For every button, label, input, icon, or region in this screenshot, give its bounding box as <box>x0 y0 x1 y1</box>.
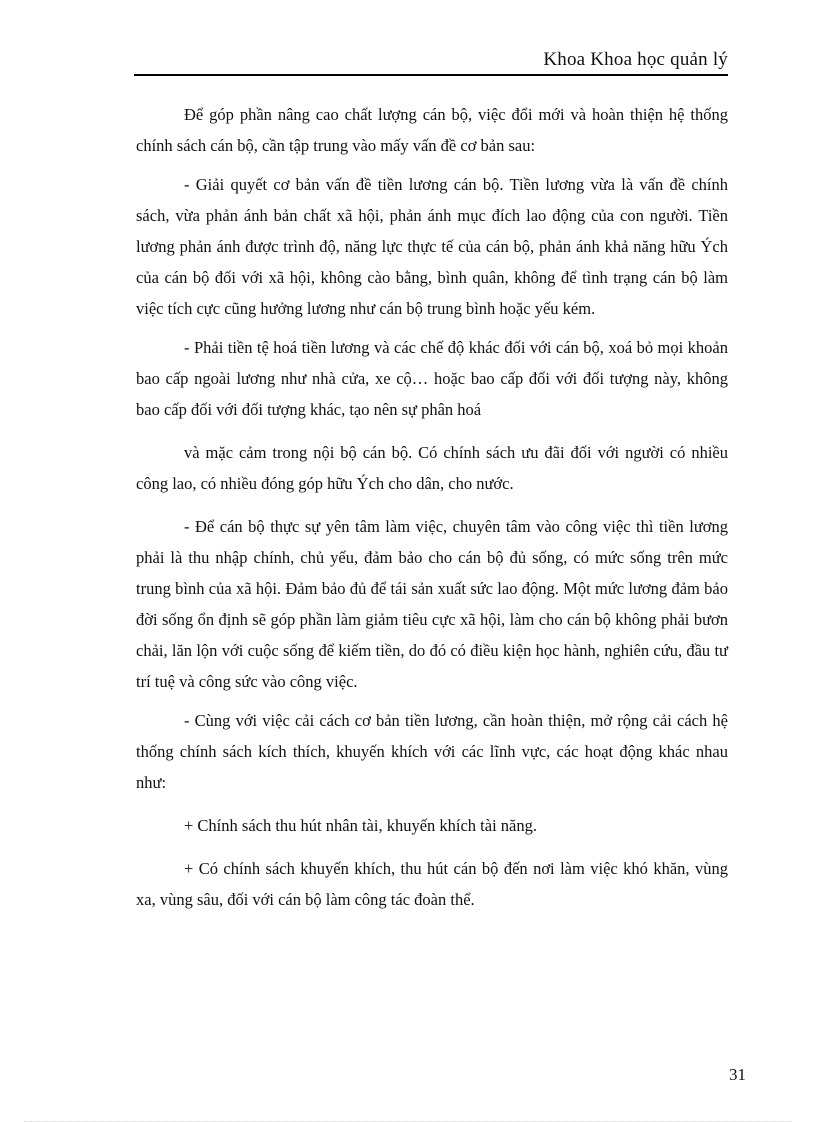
paragraph-salary-reform: - Giải quyết cơ bản vấn đề tiền lương cán bộ. Tiền lương vừa là vấn đề chính sách, vừa phản ánh bản chất xã hội, phản ánh mục đích lao động của con người. Tiền lương phản ánh được trình độ, năng lực thực tế của cán bộ, phản ánh khả năng hữu Ých của cán bộ đối với xã hội, không cào bằng, bình quân, không để tình trạng cán bộ làm việc tích cực cũng hưởng lương như cán bộ trung bình hoặc yếu kém. <box>136 175 728 318</box>
header-rule <box>134 74 728 76</box>
footer-divider <box>24 1121 792 1122</box>
paragraph-incentive-policies: - Cùng với việc cải cách cơ bản tiền lương, cần hoàn thiện, mở rộng cải cách hệ thống chính sách kích thích, khuyến khích với các lĩnh vực, các hoạt động khác nhau như: <box>136 711 728 792</box>
running-header: Khoa Khoa học quản lý <box>543 49 728 70</box>
paragraph-main-income: - Để cán bộ thực sự yên tâm làm việc, chuyên tâm vào công việc thì tiền lương phải là thu nhập chính, chủ yếu, đảm bảo cho cán bộ đủ sống, có mức sống trên mức trung bình của xã hội. Đảm bảo đủ để tái sản xuất sức lao động. Một mức lương đảm bảo đời sống ổn định sẽ góp phần làm giảm tiêu cực xã hội, làm cho cán bộ không phải bươn chải, lăn lộn với cuộc sống để kiếm tiền, do đó có điều kiện học hành, nghiên cứu, đầu tư trí tuệ và công sức vào công việc. <box>136 517 728 691</box>
paragraph-monetize-salary: - Phải tiền tệ hoá tiền lương và các chế độ khác đối với cán bộ, xoá bỏ mọi khoản bao cấp ngoài lương như nhà cửa, xe cộ… hoặc bao cấp đối với đối tượng này, không bao cấp đối với đối tượng khác, tạo nên sự phân hoá <box>136 338 728 419</box>
paragraph-talent-policy: + Chính sách thu hút nhân tài, khuyến khích tài năng. <box>184 816 537 835</box>
paragraph-remote-area-policy: + Có chính sách khuyến khích, thu hút cán bộ đến nơi làm việc khó khăn, vùng xa, vùng sâu, đối với cán bộ làm công tác đoàn thể. <box>136 859 728 909</box>
paragraph-intro: Để góp phần nâng cao chất lượng cán bộ, việc đổi mới và hoàn thiện hệ thống chính sách cán bộ, cần tập trung vào mấy vấn đề cơ bản sau: <box>136 105 728 155</box>
page-number: 31 <box>729 1065 746 1084</box>
paragraph-monetize-salary-continued: và mặc cảm trong nội bộ cán bộ. Có chính sách ưu đãi đối với người có nhiều công lao, có nhiều đóng góp hữu Ých cho dân, cho nước. <box>136 443 728 493</box>
body-text <box>136 99 728 923</box>
